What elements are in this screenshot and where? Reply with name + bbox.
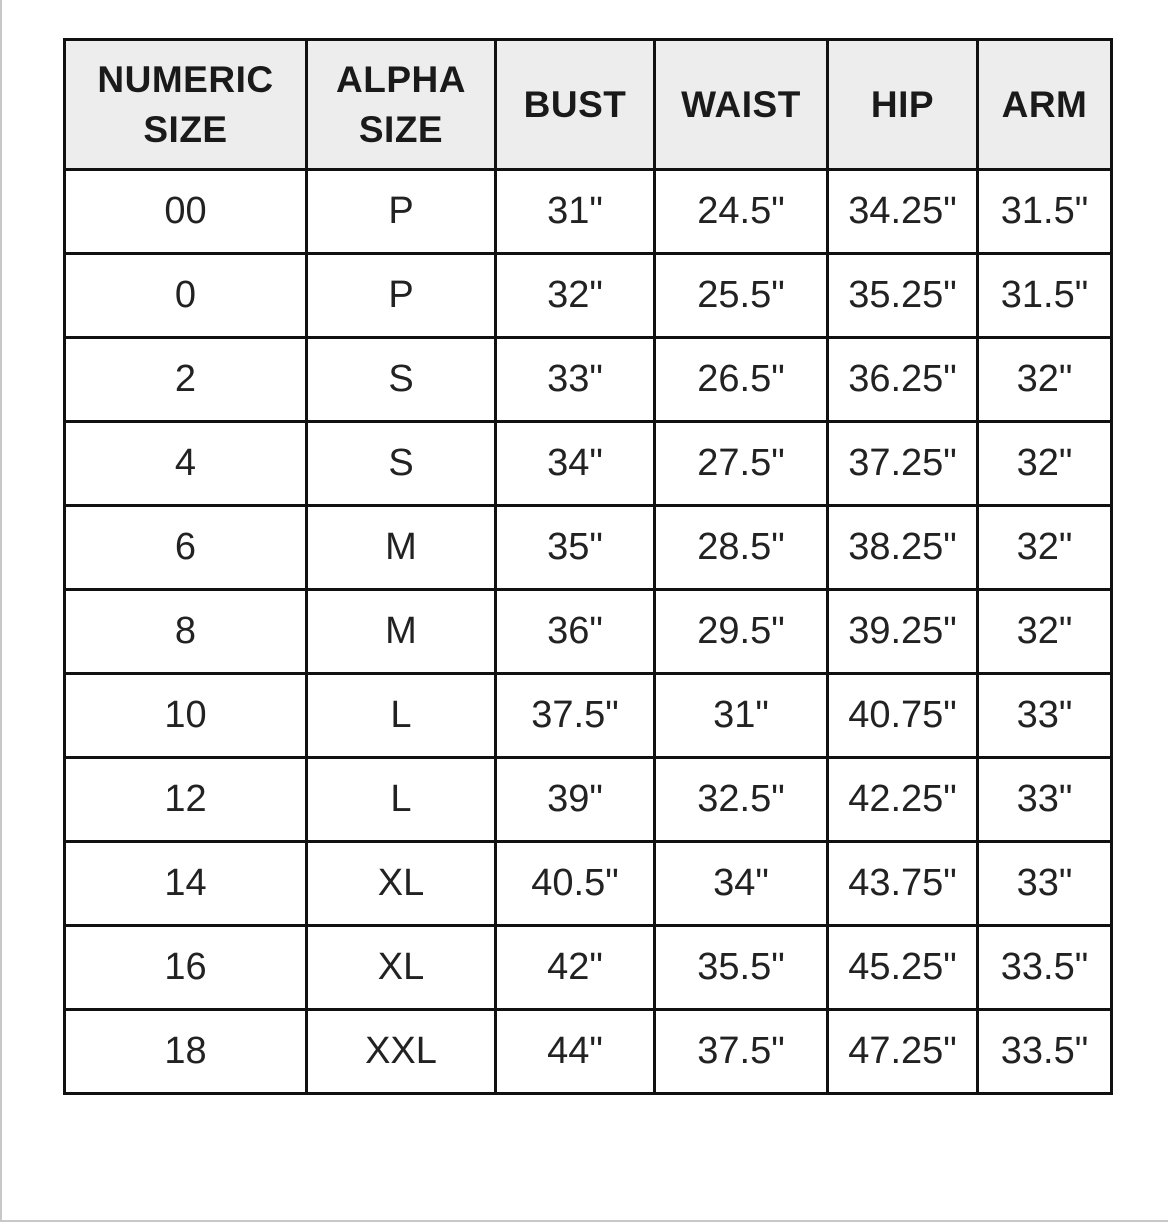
header-numeric-size [65, 40, 307, 170]
table-row [65, 254, 1112, 338]
cell-waist: 31" [655, 674, 828, 758]
cell-numeric-size: 0 [65, 254, 307, 338]
cell-bust: 32" [496, 254, 655, 338]
cell-hip: 34.25" [828, 170, 978, 254]
cell-bust: 33" [496, 338, 655, 422]
cell-bust: 42" [496, 926, 655, 1010]
table-row [65, 506, 1112, 590]
cell-alpha-size: M [307, 590, 496, 674]
cell-waist: 26.5" [655, 338, 828, 422]
header-hip [828, 40, 978, 170]
cell-numeric-size: 4 [65, 422, 307, 506]
table-row [65, 170, 1112, 254]
header-waist [655, 40, 828, 170]
header-row [65, 40, 1112, 170]
cell-numeric-size: 18 [65, 1010, 307, 1094]
cell-arm: 31.5" [978, 170, 1112, 254]
cell-waist: 29.5" [655, 590, 828, 674]
cell-alpha-size: P [307, 170, 496, 254]
cell-hip: 43.75" [828, 842, 978, 926]
cell-bust: 39" [496, 758, 655, 842]
cell-hip: 40.75" [828, 674, 978, 758]
cell-waist: 34" [655, 842, 828, 926]
header-arm-label: ARM [1001, 83, 1088, 125]
cell-waist: 24.5" [655, 170, 828, 254]
cell-bust: 34" [496, 422, 655, 506]
size-chart-table [63, 38, 1113, 1095]
cell-bust: 40.5" [496, 842, 655, 926]
cell-numeric-size: 12 [65, 758, 307, 842]
header-numeric-size-line2: SIZE [143, 108, 228, 150]
cell-alpha-size: XL [307, 926, 496, 1010]
header-alpha-size-line1: ALPHA [336, 58, 466, 100]
cell-hip: 35.25" [828, 254, 978, 338]
cell-waist: 37.5" [655, 1010, 828, 1094]
table-row [65, 842, 1112, 926]
table-row [65, 674, 1112, 758]
header-alpha-size-line2: SIZE [358, 108, 444, 150]
cell-arm: 32" [978, 590, 1112, 674]
cell-arm: 33" [978, 758, 1112, 842]
header-bust-label: BUST [523, 83, 627, 125]
cell-alpha-size: XL [307, 842, 496, 926]
table-row [65, 758, 1112, 842]
header-arm [978, 40, 1112, 170]
cell-alpha-size: L [307, 758, 496, 842]
cell-arm: 31.5" [978, 254, 1112, 338]
table-row [65, 422, 1112, 506]
table-row [65, 1010, 1112, 1094]
cell-arm: 32" [978, 506, 1112, 590]
cell-waist: 35.5" [655, 926, 828, 1010]
table-row [65, 926, 1112, 1010]
cell-numeric-size: 2 [65, 338, 307, 422]
table-row [65, 338, 1112, 422]
header-waist-label: WAIST [681, 83, 801, 125]
cell-alpha-size: S [307, 422, 496, 506]
header-bust [496, 40, 655, 170]
cell-hip: 37.25" [828, 422, 978, 506]
cell-arm: 33.5" [978, 1010, 1112, 1094]
cell-waist: 27.5" [655, 422, 828, 506]
cell-arm: 33" [978, 674, 1112, 758]
cell-waist: 25.5" [655, 254, 828, 338]
header-hip-label: HIP [870, 83, 935, 125]
cell-numeric-size: 00 [65, 170, 307, 254]
cell-alpha-size: L [307, 674, 496, 758]
cell-arm: 33" [978, 842, 1112, 926]
cell-waist: 32.5" [655, 758, 828, 842]
cell-arm: 32" [978, 422, 1112, 506]
cell-numeric-size: 6 [65, 506, 307, 590]
table-row [65, 590, 1112, 674]
header-numeric-size-line1: NUMERIC [97, 58, 274, 100]
cell-bust: 35" [496, 506, 655, 590]
cell-arm: 33.5" [978, 926, 1112, 1010]
size-chart-body [65, 170, 1112, 1094]
header-alpha-size [307, 40, 496, 170]
cell-hip: 47.25" [828, 1010, 978, 1094]
cell-bust: 31" [496, 170, 655, 254]
cell-hip: 38.25" [828, 506, 978, 590]
cell-hip: 45.25" [828, 926, 978, 1010]
size-chart-header [65, 40, 1112, 170]
cell-numeric-size: 8 [65, 590, 307, 674]
cell-bust: 36" [496, 590, 655, 674]
cell-numeric-size: 14 [65, 842, 307, 926]
cell-bust: 44" [496, 1010, 655, 1094]
cell-alpha-size: P [307, 254, 496, 338]
cell-hip: 36.25" [828, 338, 978, 422]
cell-numeric-size: 10 [65, 674, 307, 758]
cell-arm: 32" [978, 338, 1112, 422]
cell-alpha-size: S [307, 338, 496, 422]
cell-alpha-size: XXL [307, 1010, 496, 1094]
cell-alpha-size: M [307, 506, 496, 590]
cell-waist: 28.5" [655, 506, 828, 590]
cell-numeric-size: 16 [65, 926, 307, 1010]
cell-hip: 42.25" [828, 758, 978, 842]
cell-hip: 39.25" [828, 590, 978, 674]
cell-bust: 37.5" [496, 674, 655, 758]
